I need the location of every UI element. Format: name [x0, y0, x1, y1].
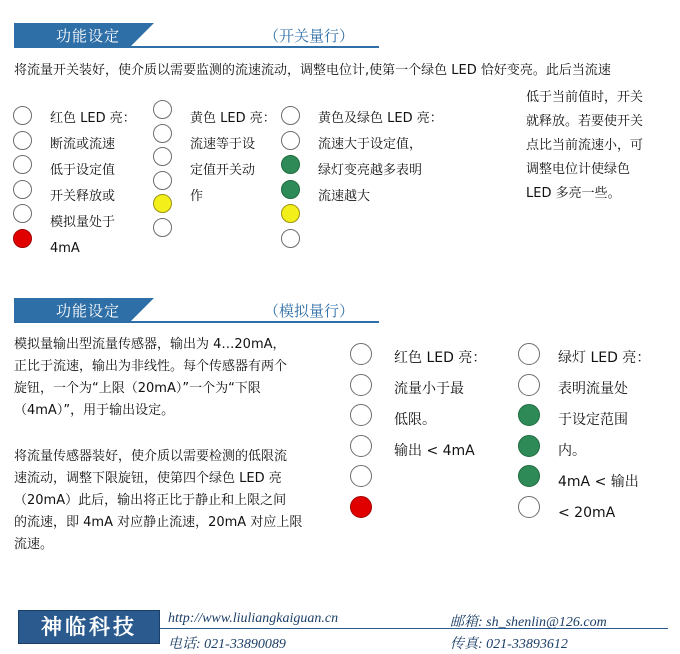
- led-indicator-green: [518, 465, 540, 487]
- led-indicator-red: [350, 496, 372, 518]
- desc-line: 低限。: [394, 412, 436, 428]
- led-indicator-off: [13, 204, 32, 223]
- para-line: 速流动，调整下限旋钮，使第四个绿色 LED 亮: [14, 471, 282, 486]
- section2-green-description: [558, 343, 650, 529]
- desc-line: 低于设定值: [50, 163, 116, 178]
- led-indicator-off: [13, 155, 32, 174]
- para-line: 模拟量输出型流量传感器，输出为 4…20mA，: [14, 337, 286, 352]
- section2-red-description: [394, 343, 486, 467]
- section1-right-note: [526, 86, 676, 206]
- para-line: 的流速，即 4mA 对应静止流速，20mA 对应上限: [14, 515, 303, 530]
- desc-line: < 20mA: [558, 505, 616, 521]
- led-indicator-off: [13, 131, 32, 150]
- desc-line: 作: [190, 189, 204, 204]
- desc-line: 于设定范围: [558, 412, 628, 428]
- led-indicator-off: [153, 147, 172, 166]
- desc-line: 内。: [558, 443, 586, 459]
- section2-rule: [14, 321, 379, 323]
- desc-line: 黄色及绿色 LED 亮：: [318, 111, 443, 126]
- desc-line: 绿灯 LED 亮：: [558, 350, 651, 366]
- led-indicator-green: [281, 180, 300, 199]
- footer-email[interactable]: 邮箱: sh_shenlin@126.com: [450, 615, 607, 630]
- section1-banner: [14, 23, 379, 47]
- para-line: 流速。: [14, 537, 54, 552]
- led-indicator-off: [281, 131, 300, 150]
- para-line: 将流量传感器装好，使介质以需要检测的低限流: [14, 449, 288, 464]
- footer-fax: 传真: 021-33893612: [450, 637, 568, 652]
- led-indicator-off: [518, 496, 540, 518]
- led-indicator-off: [13, 106, 32, 125]
- right-note-line: 点比当前流速小，可: [526, 138, 644, 153]
- led-indicator-yellow: [153, 194, 172, 213]
- section1-intro: 将流量开关装好，使介质以需要监测的流速流动，调整电位计,使第一个绿色 LED 恰好变亮。此后当流速: [14, 63, 611, 78]
- led-indicator-red: [13, 229, 32, 248]
- right-note-line: 调整电位计使绿色: [526, 162, 631, 177]
- footer-website[interactable]: http://www.liuliangkaiguan.cn: [168, 611, 339, 626]
- company-logo: 神临科技: [18, 610, 160, 644]
- desc-line: 输出 < 4mA: [394, 443, 475, 459]
- right-note-line: 就释放。若要使开关: [526, 114, 644, 129]
- section2-title: 功能设定: [56, 302, 121, 320]
- led-indicator-green: [518, 435, 540, 457]
- desc-line: 流速等于设: [190, 137, 256, 152]
- desc-line: 流速大于设定值，: [318, 137, 423, 152]
- led-indicator-off: [153, 171, 172, 190]
- led-indicator-green: [281, 155, 300, 174]
- section1-green-description: [318, 106, 443, 210]
- desc-line: 4mA < 输出: [558, 474, 639, 490]
- led-indicator-off: [350, 404, 372, 426]
- led-indicator-off: [153, 124, 172, 143]
- desc-line: 断流或流速: [50, 137, 116, 152]
- desc-line: 黄色 LED 亮：: [190, 111, 276, 126]
- section2-paragraph-1: [14, 334, 334, 422]
- para-line: 正比于流速，输出为非线性。每个传感器有两个: [14, 359, 288, 374]
- desc-line: 开关释放或: [50, 189, 116, 204]
- led-indicator-off: [153, 218, 172, 237]
- led-indicator-off: [518, 374, 540, 396]
- led-indicator-off: [153, 100, 172, 119]
- desc-line: 红色 LED 亮：: [50, 111, 136, 126]
- desc-line: 绿灯变亮越多表明: [318, 163, 423, 178]
- footer-phone: 电话: 021-33890089: [168, 637, 286, 652]
- desc-line: 流速越大: [318, 189, 371, 204]
- section1-title: 功能设定: [56, 27, 121, 45]
- led-indicator-off: [518, 343, 540, 365]
- desc-line: 红色 LED 亮：: [394, 350, 487, 366]
- para-line: （20mA）此后，输出将正比于静止和上限之间: [14, 493, 287, 508]
- led-indicator-off: [350, 435, 372, 457]
- led-indicator-off: [350, 343, 372, 365]
- section2-banner: [14, 298, 379, 322]
- desc-line: 表明流量处: [558, 381, 628, 397]
- led-indicator-off: [13, 180, 32, 199]
- right-note-line: 低于当前值时，开关: [526, 90, 644, 105]
- led-indicator-green: [518, 404, 540, 426]
- section1-rule: [14, 46, 379, 48]
- section1-subtitle: （开关量行）: [264, 27, 355, 45]
- desc-line: 流量小于最: [394, 381, 464, 397]
- section2-paragraph-2: [14, 446, 334, 556]
- desc-line: 模拟量处于: [50, 215, 116, 230]
- para-line: （4mA）”，用于输出设定。: [14, 403, 175, 418]
- led-indicator-yellow: [281, 204, 300, 223]
- right-note-line: LED 多亮一些。: [526, 186, 621, 201]
- section1-yellow-description: [190, 106, 276, 210]
- led-indicator-off: [350, 465, 372, 487]
- para-line: 旋钮，一个为“上限（20mA）”一个为“下限: [14, 381, 261, 396]
- section2-subtitle: （模拟量行）: [264, 302, 355, 320]
- section1-red-description: [50, 106, 136, 262]
- desc-line: 4mA: [50, 241, 80, 256]
- led-indicator-off: [350, 374, 372, 396]
- led-indicator-off: [281, 106, 300, 125]
- led-indicator-off: [281, 229, 300, 248]
- desc-line: 定值开关动: [190, 163, 256, 178]
